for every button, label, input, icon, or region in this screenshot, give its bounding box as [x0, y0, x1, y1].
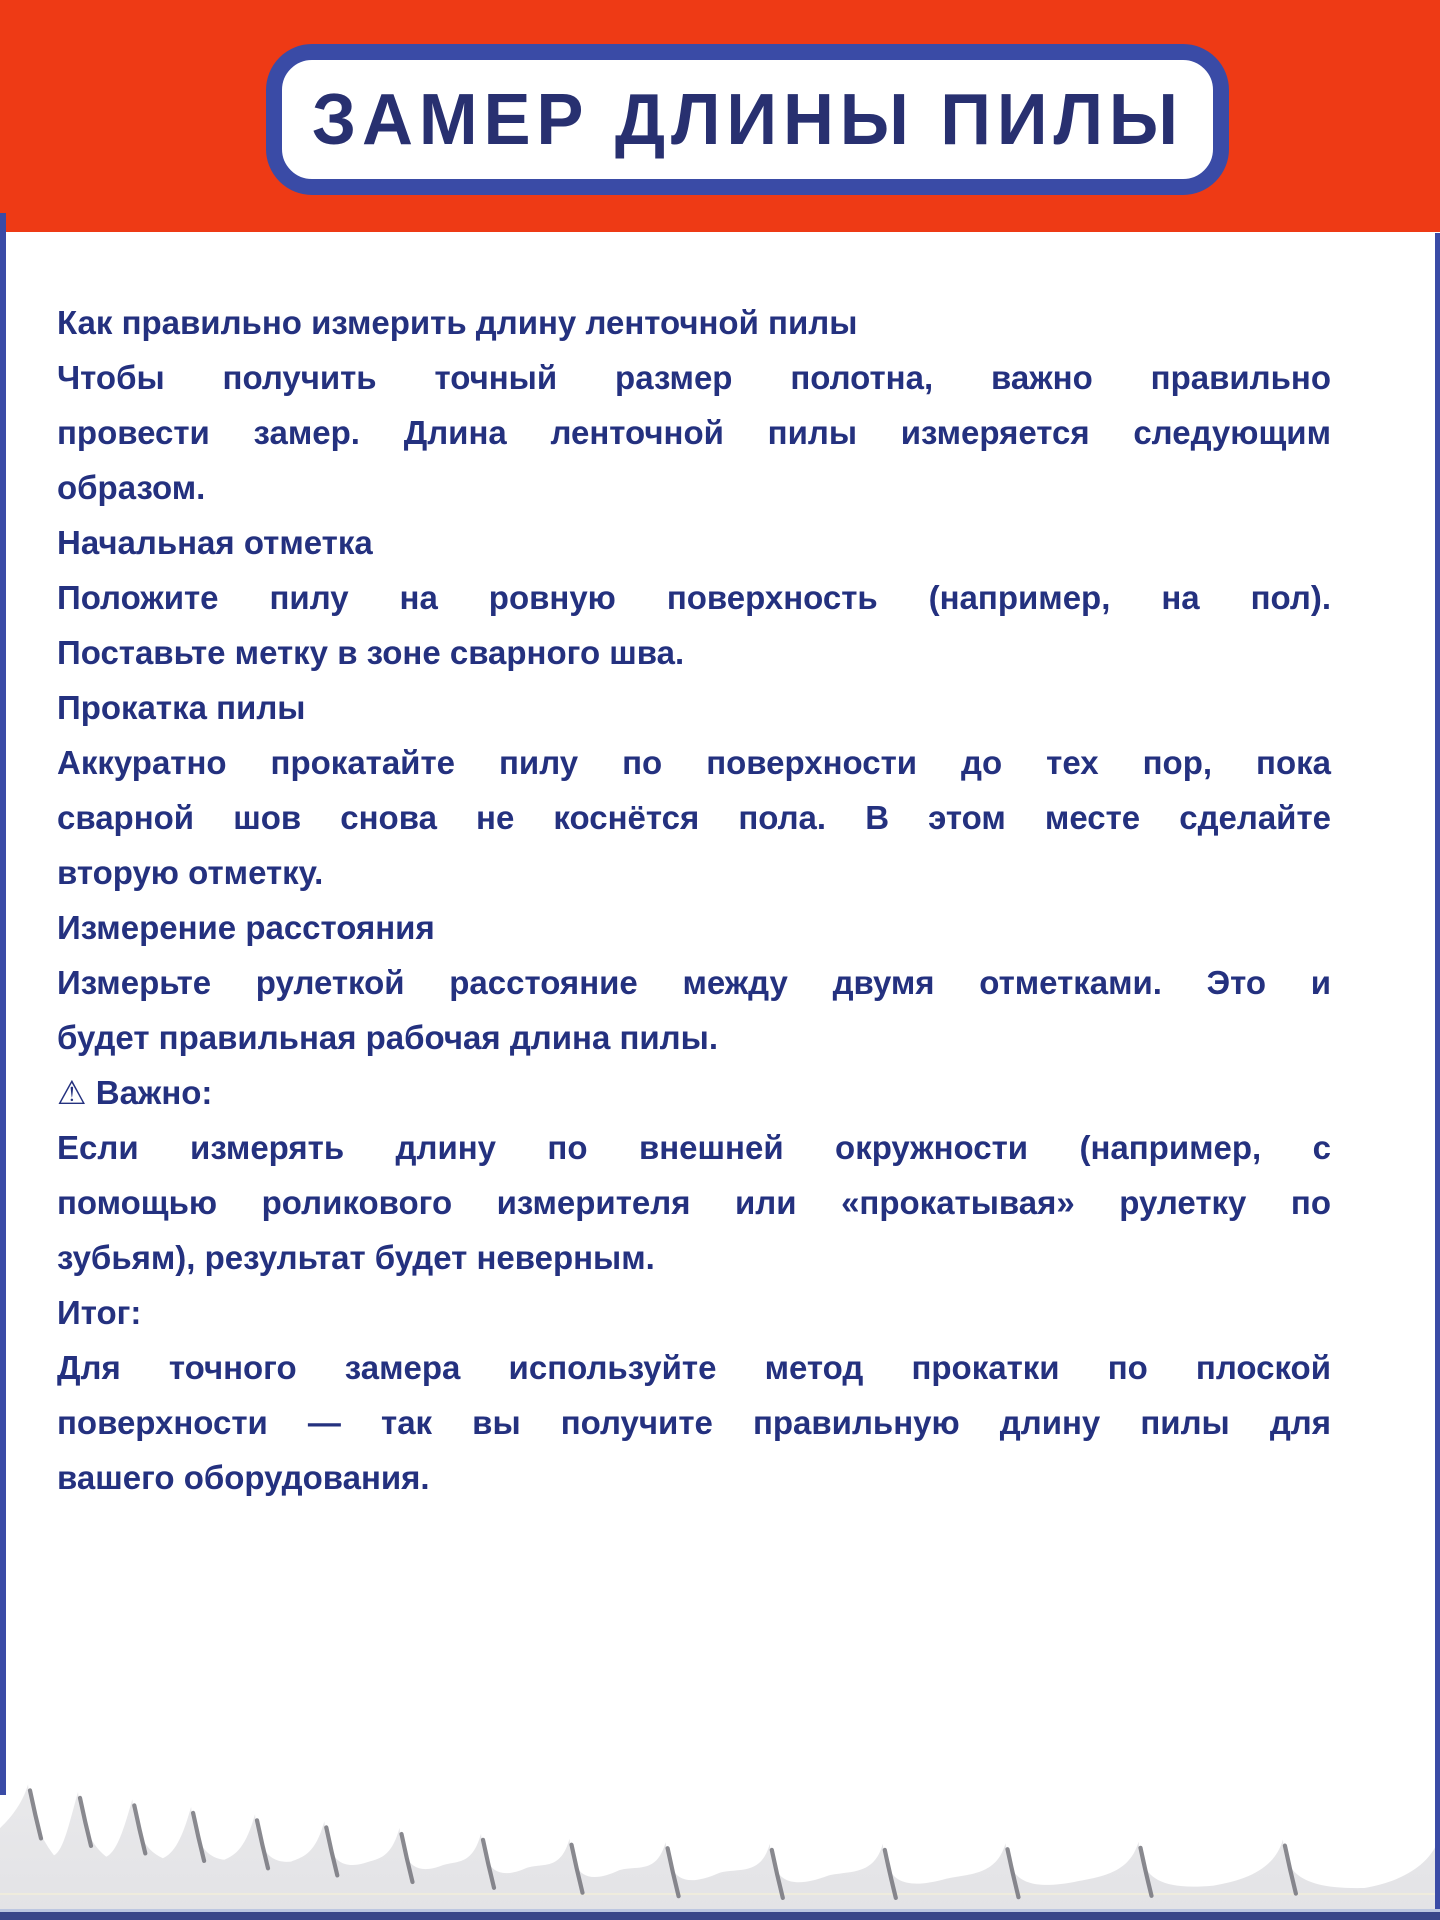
- text-line: Начальная отметка: [57, 524, 373, 561]
- page-right-border: [1435, 233, 1440, 1912]
- text-line: ⚠ Важно:: [57, 1074, 213, 1111]
- text-line: Аккуратно прокатайте пилу по поверхности до тех пор, пока: [57, 744, 1331, 781]
- footer-bar: [0, 1909, 1440, 1920]
- text-line: Прокатка пилы: [57, 689, 306, 726]
- blade-highlight-line: [0, 1893, 1440, 1895]
- text-line: Положите пилу на ровную поверхность (например, на пол).: [57, 579, 1331, 616]
- text-line: вашего оборудования.: [57, 1459, 430, 1496]
- text-line: Для точного замера используйте метод прокатки по плоской: [57, 1349, 1331, 1386]
- text-line: образом.: [57, 469, 206, 506]
- text-line: Если измерять длину по внешней окружности (например, с: [57, 1129, 1331, 1166]
- saw-blade-decoration: [0, 1772, 1440, 1909]
- title-box: [266, 44, 1229, 195]
- text-line: Измерьте рулеткой расстояние между двумя отметками. Это и: [57, 964, 1331, 1001]
- text-line: помощью роликового измерителя или «прокатывая» рулетку по: [57, 1184, 1331, 1221]
- page-title: ЗАМЕР ДЛИНЫ ПИЛЫ: [311, 79, 1184, 160]
- body-text: [57, 295, 1331, 1505]
- text-line: будет правильная рабочая длина пилы.: [57, 1019, 718, 1056]
- text-line: сварной шов снова не коснётся пола. В этом месте сделайте: [57, 799, 1331, 836]
- text-line: поверхности — так вы получите правильную длину пилы для: [57, 1404, 1331, 1441]
- text-line: Как правильно измерить длину ленточной пилы: [57, 304, 858, 341]
- text-line: Измерение расстояния: [57, 909, 435, 946]
- text-line: провести замер. Длина ленточной пилы измеряется следующим: [57, 414, 1331, 451]
- text-line: Итог:: [57, 1294, 142, 1331]
- text-line: зубьям), результат будет неверным.: [57, 1239, 655, 1276]
- text-line: Поставьте метку в зоне сварного шва.: [57, 634, 685, 671]
- text-line: вторую отметку.: [57, 854, 324, 891]
- text-line: Чтобы получить точный размер полотна, важно правильно: [57, 359, 1331, 396]
- saw-blade-body: [0, 1784, 1440, 1909]
- page-left-border: [0, 213, 6, 1795]
